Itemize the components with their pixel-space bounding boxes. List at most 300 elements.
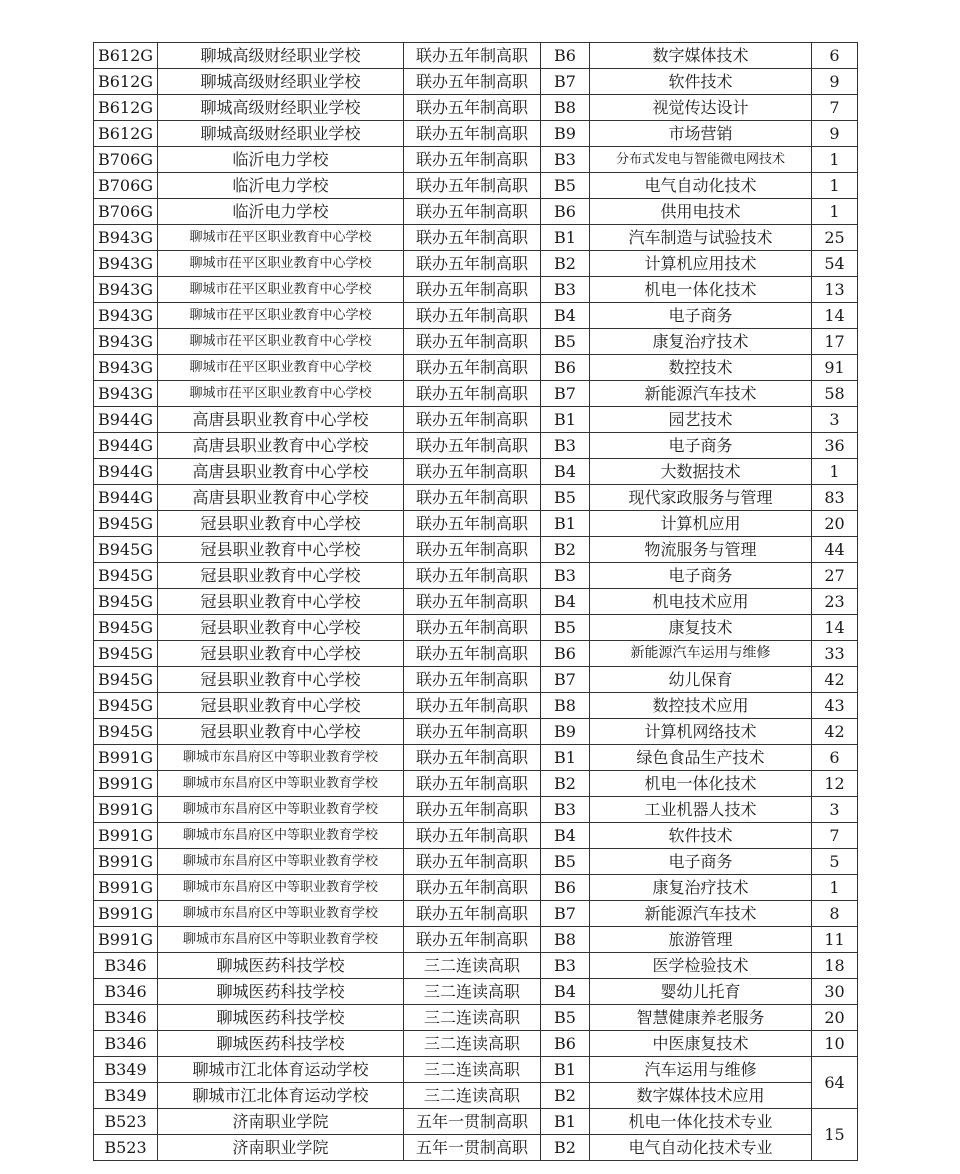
major-name-cell: 电子商务 <box>590 433 812 459</box>
school-code-cell: B945G <box>94 537 158 563</box>
major-name-cell: 计算机网络技术 <box>590 719 812 745</box>
quota-cell: 7 <box>812 95 858 121</box>
school-code-cell: B346 <box>94 1031 158 1057</box>
major-name-cell: 软件技术 <box>590 823 812 849</box>
table-row <box>94 277 858 303</box>
school-code-cell: B943G <box>94 329 158 355</box>
quota-cell: 43 <box>812 693 858 719</box>
major-name-cell: 数字媒体技术 <box>590 43 812 69</box>
major-code-cell: B4 <box>541 589 590 615</box>
major-code-cell: B7 <box>541 901 590 927</box>
quota-cell: 42 <box>812 667 858 693</box>
school-name-cell: 高唐县职业教育中心学校 <box>158 459 404 485</box>
quota-cell: 8 <box>812 901 858 927</box>
table-row <box>94 563 858 589</box>
quota-cell: 20 <box>812 511 858 537</box>
quota-cell: 44 <box>812 537 858 563</box>
major-name-cell: 软件技术 <box>590 69 812 95</box>
major-name-cell: 汽车制造与试验技术 <box>590 225 812 251</box>
table-row <box>94 1083 858 1109</box>
table-row <box>94 693 858 719</box>
major-name-cell: 工业机器人技术 <box>590 797 812 823</box>
major-name-cell: 新能源汽车技术 <box>590 381 812 407</box>
school-name-cell: 聊城医药科技学校 <box>158 953 404 979</box>
school-code-cell: B943G <box>94 225 158 251</box>
school-code-cell: B945G <box>94 511 158 537</box>
table-row <box>94 1005 858 1031</box>
program-type-cell: 三二连读高职 <box>404 979 541 1005</box>
quota-cell: 3 <box>812 407 858 433</box>
school-code-cell: B523 <box>94 1135 158 1161</box>
table-row <box>94 823 858 849</box>
major-name-cell: 中医康复技术 <box>590 1031 812 1057</box>
school-code-cell: B991G <box>94 771 158 797</box>
school-code-cell: B991G <box>94 797 158 823</box>
quota-cell: 7 <box>812 823 858 849</box>
program-type-cell: 联办五年制高职 <box>404 407 541 433</box>
table-row <box>94 147 858 173</box>
program-type-cell: 三二连读高职 <box>404 1031 541 1057</box>
school-code-cell: B945G <box>94 667 158 693</box>
school-name-cell: 聊城市东昌府区中等职业教育学校 <box>158 823 404 849</box>
program-type-cell: 联办五年制高职 <box>404 225 541 251</box>
school-name-cell: 高唐县职业教育中心学校 <box>158 485 404 511</box>
school-code-cell: B945G <box>94 563 158 589</box>
major-code-cell: B6 <box>541 355 590 381</box>
school-name-cell: 聊城高级财经职业学校 <box>158 69 404 95</box>
school-code-cell: B945G <box>94 589 158 615</box>
major-code-cell: B3 <box>541 563 590 589</box>
major-code-cell: B6 <box>541 199 590 225</box>
table-row <box>94 641 858 667</box>
program-type-cell: 联办五年制高职 <box>404 485 541 511</box>
school-code-cell: B943G <box>94 355 158 381</box>
quota-cell: 5 <box>812 849 858 875</box>
school-name-cell: 冠县职业教育中心学校 <box>158 641 404 667</box>
quota-cell: 30 <box>812 979 858 1005</box>
school-name-cell: 冠县职业教育中心学校 <box>158 563 404 589</box>
school-name-cell: 聊城市东昌府区中等职业教育学校 <box>158 797 404 823</box>
school-code-cell: B346 <box>94 979 158 1005</box>
major-code-cell: B5 <box>541 173 590 199</box>
major-code-cell: B2 <box>541 251 590 277</box>
quota-cell: 1 <box>812 875 858 901</box>
program-type-cell: 联办五年制高职 <box>404 199 541 225</box>
school-name-cell: 聊城市茌平区职业教育中心学校 <box>158 381 404 407</box>
table-row <box>94 199 858 225</box>
school-code-cell: B945G <box>94 693 158 719</box>
program-type-cell: 五年一贯制高职 <box>404 1135 541 1161</box>
school-code-cell: B346 <box>94 953 158 979</box>
program-type-cell: 联办五年制高职 <box>404 641 541 667</box>
school-code-cell: B943G <box>94 251 158 277</box>
table-row <box>94 173 858 199</box>
major-code-cell: B3 <box>541 433 590 459</box>
major-name-cell: 数字媒体技术应用 <box>590 1083 812 1109</box>
school-code-cell: B612G <box>94 43 158 69</box>
school-name-cell: 济南职业学院 <box>158 1135 404 1161</box>
table-row <box>94 433 858 459</box>
table-row <box>94 381 858 407</box>
major-name-cell: 绿色食品生产技术 <box>590 745 812 771</box>
program-type-cell: 联办五年制高职 <box>404 43 541 69</box>
quota-cell: 6 <box>812 745 858 771</box>
major-code-cell: B2 <box>541 771 590 797</box>
school-name-cell: 临沂电力学校 <box>158 173 404 199</box>
program-type-cell: 联办五年制高职 <box>404 823 541 849</box>
school-code-cell: B945G <box>94 615 158 641</box>
major-code-cell: B1 <box>541 1109 590 1135</box>
quota-cell: 15 <box>812 1109 858 1161</box>
major-code-cell: B8 <box>541 927 590 953</box>
major-name-cell: 康复技术 <box>590 615 812 641</box>
school-name-cell: 冠县职业教育中心学校 <box>158 537 404 563</box>
school-name-cell: 聊城市东昌府区中等职业教育学校 <box>158 901 404 927</box>
major-name-cell: 康复治疗技术 <box>590 329 812 355</box>
table-row <box>94 771 858 797</box>
program-type-cell: 联办五年制高职 <box>404 511 541 537</box>
program-type-cell: 联办五年制高职 <box>404 121 541 147</box>
school-code-cell: B706G <box>94 147 158 173</box>
program-type-cell: 联办五年制高职 <box>404 849 541 875</box>
school-name-cell: 聊城市东昌府区中等职业教育学校 <box>158 849 404 875</box>
program-type-cell: 联办五年制高职 <box>404 875 541 901</box>
table-row <box>94 459 858 485</box>
quota-cell: 13 <box>812 277 858 303</box>
table-row <box>94 849 858 875</box>
school-code-cell: B349 <box>94 1057 158 1083</box>
program-type-cell: 联办五年制高职 <box>404 667 541 693</box>
school-code-cell: B943G <box>94 303 158 329</box>
quota-cell: 64 <box>812 1057 858 1109</box>
program-type-cell: 联办五年制高职 <box>404 147 541 173</box>
school-name-cell: 聊城市东昌府区中等职业教育学校 <box>158 875 404 901</box>
program-type-cell: 五年一贯制高职 <box>404 1109 541 1135</box>
table-row <box>94 43 858 69</box>
program-type-cell: 联办五年制高职 <box>404 251 541 277</box>
quota-cell: 91 <box>812 355 858 381</box>
major-name-cell: 计算机应用技术 <box>590 251 812 277</box>
school-code-cell: B349 <box>94 1083 158 1109</box>
quota-cell: 1 <box>812 173 858 199</box>
table-row <box>94 901 858 927</box>
major-name-cell: 园艺技术 <box>590 407 812 433</box>
quota-cell: 1 <box>812 199 858 225</box>
major-code-cell: B3 <box>541 147 590 173</box>
major-name-cell: 供用电技术 <box>590 199 812 225</box>
program-type-cell: 联办五年制高职 <box>404 69 541 95</box>
major-name-cell: 现代家政服务与管理 <box>590 485 812 511</box>
table-row <box>94 745 858 771</box>
school-name-cell: 聊城高级财经职业学校 <box>158 121 404 147</box>
table-row <box>94 511 858 537</box>
table-row <box>94 407 858 433</box>
school-name-cell: 聊城市茌平区职业教育中心学校 <box>158 277 404 303</box>
major-code-cell: B6 <box>541 43 590 69</box>
major-name-cell: 婴幼儿托育 <box>590 979 812 1005</box>
school-name-cell: 聊城医药科技学校 <box>158 979 404 1005</box>
quota-cell: 20 <box>812 1005 858 1031</box>
school-code-cell: B943G <box>94 277 158 303</box>
table-row <box>94 303 858 329</box>
school-name-cell: 高唐县职业教育中心学校 <box>158 433 404 459</box>
school-code-cell: B944G <box>94 433 158 459</box>
table-row <box>94 225 858 251</box>
table-row <box>94 875 858 901</box>
school-code-cell: B991G <box>94 823 158 849</box>
school-name-cell: 冠县职业教育中心学校 <box>158 511 404 537</box>
program-type-cell: 三二连读高职 <box>404 1005 541 1031</box>
program-type-cell: 联办五年制高职 <box>404 95 541 121</box>
major-name-cell: 汽车运用与维修 <box>590 1057 812 1083</box>
school-code-cell: B991G <box>94 849 158 875</box>
school-code-cell: B612G <box>94 121 158 147</box>
school-code-cell: B523 <box>94 1109 158 1135</box>
school-name-cell: 聊城市茌平区职业教育中心学校 <box>158 355 404 381</box>
program-type-cell: 联办五年制高职 <box>404 381 541 407</box>
school-name-cell: 聊城市江北体育运动学校 <box>158 1057 404 1083</box>
major-code-cell: B4 <box>541 979 590 1005</box>
school-name-cell: 临沂电力学校 <box>158 147 404 173</box>
table-row <box>94 667 858 693</box>
school-code-cell: B945G <box>94 641 158 667</box>
major-code-cell: B5 <box>541 615 590 641</box>
major-name-cell: 计算机应用 <box>590 511 812 537</box>
school-name-cell: 聊城医药科技学校 <box>158 1005 404 1031</box>
major-name-cell: 物流服务与管理 <box>590 537 812 563</box>
program-type-cell: 联办五年制高职 <box>404 277 541 303</box>
program-type-cell: 联办五年制高职 <box>404 563 541 589</box>
school-name-cell: 冠县职业教育中心学校 <box>158 667 404 693</box>
program-type-cell: 联办五年制高职 <box>404 615 541 641</box>
school-name-cell: 聊城市茌平区职业教育中心学校 <box>158 303 404 329</box>
school-name-cell: 聊城市东昌府区中等职业教育学校 <box>158 771 404 797</box>
program-type-cell: 三二连读高职 <box>404 953 541 979</box>
table-row <box>94 927 858 953</box>
school-code-cell: B944G <box>94 459 158 485</box>
program-type-cell: 联办五年制高职 <box>404 745 541 771</box>
major-code-cell: B1 <box>541 225 590 251</box>
quota-cell: 17 <box>812 329 858 355</box>
major-code-cell: B5 <box>541 329 590 355</box>
school-code-cell: B944G <box>94 485 158 511</box>
major-code-cell: B5 <box>541 1005 590 1031</box>
program-type-cell: 联办五年制高职 <box>404 771 541 797</box>
quota-cell: 14 <box>812 303 858 329</box>
quota-cell: 11 <box>812 927 858 953</box>
table-row <box>94 355 858 381</box>
quota-cell: 18 <box>812 953 858 979</box>
major-name-cell: 市场营销 <box>590 121 812 147</box>
school-name-cell: 聊城高级财经职业学校 <box>158 95 404 121</box>
quota-cell: 42 <box>812 719 858 745</box>
school-name-cell: 冠县职业教育中心学校 <box>158 589 404 615</box>
program-type-cell: 三二连读高职 <box>404 1057 541 1083</box>
table-row <box>94 121 858 147</box>
major-name-cell: 数控技术 <box>590 355 812 381</box>
major-code-cell: B4 <box>541 823 590 849</box>
school-name-cell: 聊城市东昌府区中等职业教育学校 <box>158 927 404 953</box>
major-name-cell: 数控技术应用 <box>590 693 812 719</box>
school-code-cell: B346 <box>94 1005 158 1031</box>
program-type-cell: 联办五年制高职 <box>404 719 541 745</box>
school-name-cell: 聊城市茌平区职业教育中心学校 <box>158 251 404 277</box>
major-name-cell: 康复治疗技术 <box>590 875 812 901</box>
table-row <box>94 615 858 641</box>
quota-cell: 1 <box>812 147 858 173</box>
program-type-cell: 联办五年制高职 <box>404 173 541 199</box>
major-name-cell: 分布式发电与智能微电网技术 <box>590 147 812 173</box>
school-code-cell: B991G <box>94 927 158 953</box>
major-name-cell: 智慧健康养老服务 <box>590 1005 812 1031</box>
quota-cell: 9 <box>812 69 858 95</box>
major-code-cell: B9 <box>541 719 590 745</box>
program-type-cell: 三二连读高职 <box>404 1083 541 1109</box>
program-type-cell: 联办五年制高职 <box>404 303 541 329</box>
school-code-cell: B945G <box>94 719 158 745</box>
major-name-cell: 机电一体化技术专业 <box>590 1109 812 1135</box>
major-code-cell: B3 <box>541 953 590 979</box>
table-row <box>94 1057 858 1083</box>
major-name-cell: 新能源汽车运用与维修 <box>590 641 812 667</box>
school-name-cell: 聊城市茌平区职业教育中心学校 <box>158 225 404 251</box>
table-row <box>94 953 858 979</box>
table-row <box>94 1135 858 1161</box>
table-row <box>94 537 858 563</box>
major-name-cell: 新能源汽车技术 <box>590 901 812 927</box>
program-type-cell: 联办五年制高职 <box>404 329 541 355</box>
table-row <box>94 95 858 121</box>
school-code-cell: B706G <box>94 173 158 199</box>
school-name-cell: 济南职业学院 <box>158 1109 404 1135</box>
major-code-cell: B2 <box>541 1135 590 1161</box>
major-code-cell: B6 <box>541 1031 590 1057</box>
quota-cell: 10 <box>812 1031 858 1057</box>
major-code-cell: B7 <box>541 69 590 95</box>
table-row <box>94 1031 858 1057</box>
major-name-cell: 电子商务 <box>590 849 812 875</box>
table-body <box>94 43 858 1161</box>
quota-cell: 54 <box>812 251 858 277</box>
table-row <box>94 719 858 745</box>
table-row <box>94 485 858 511</box>
major-name-cell: 机电一体化技术 <box>590 277 812 303</box>
major-name-cell: 旅游管理 <box>590 927 812 953</box>
table-row <box>94 979 858 1005</box>
quota-cell: 6 <box>812 43 858 69</box>
program-type-cell: 联办五年制高职 <box>404 459 541 485</box>
school-name-cell: 冠县职业教育中心学校 <box>158 719 404 745</box>
quota-cell: 23 <box>812 589 858 615</box>
school-code-cell: B991G <box>94 901 158 927</box>
major-code-cell: B6 <box>541 641 590 667</box>
school-name-cell: 聊城医药科技学校 <box>158 1031 404 1057</box>
major-name-cell: 幼儿保育 <box>590 667 812 693</box>
major-code-cell: B7 <box>541 667 590 693</box>
major-name-cell: 电子商务 <box>590 563 812 589</box>
major-code-cell: B1 <box>541 1057 590 1083</box>
quota-cell: 25 <box>812 225 858 251</box>
major-code-cell: B5 <box>541 485 590 511</box>
major-name-cell: 机电技术应用 <box>590 589 812 615</box>
major-code-cell: B5 <box>541 849 590 875</box>
school-name-cell: 临沂电力学校 <box>158 199 404 225</box>
major-name-cell: 视觉传达设计 <box>590 95 812 121</box>
major-name-cell: 电气自动化技术 <box>590 173 812 199</box>
major-code-cell: B9 <box>541 121 590 147</box>
quota-cell: 14 <box>812 615 858 641</box>
table-row <box>94 251 858 277</box>
table-row <box>94 69 858 95</box>
school-name-cell: 聊城市茌平区职业教育中心学校 <box>158 329 404 355</box>
quota-cell: 12 <box>812 771 858 797</box>
major-name-cell: 大数据技术 <box>590 459 812 485</box>
program-type-cell: 联办五年制高职 <box>404 927 541 953</box>
school-code-cell: B991G <box>94 875 158 901</box>
major-code-cell: B3 <box>541 797 590 823</box>
table-row <box>94 1109 858 1135</box>
major-code-cell: B2 <box>541 1083 590 1109</box>
school-name-cell: 聊城市东昌府区中等职业教育学校 <box>158 745 404 771</box>
major-code-cell: B2 <box>541 537 590 563</box>
major-name-cell: 医学检验技术 <box>590 953 812 979</box>
school-code-cell: B991G <box>94 745 158 771</box>
school-code-cell: B706G <box>94 199 158 225</box>
quota-cell: 33 <box>812 641 858 667</box>
program-type-cell: 联办五年制高职 <box>404 797 541 823</box>
school-name-cell: 冠县职业教育中心学校 <box>158 615 404 641</box>
major-code-cell: B3 <box>541 277 590 303</box>
major-code-cell: B6 <box>541 875 590 901</box>
program-type-cell: 联办五年制高职 <box>404 537 541 563</box>
school-name-cell: 高唐县职业教育中心学校 <box>158 407 404 433</box>
major-code-cell: B1 <box>541 407 590 433</box>
school-name-cell: 冠县职业教育中心学校 <box>158 693 404 719</box>
school-code-cell: B944G <box>94 407 158 433</box>
major-code-cell: B1 <box>541 745 590 771</box>
school-code-cell: B943G <box>94 381 158 407</box>
quota-cell: 36 <box>812 433 858 459</box>
major-code-cell: B8 <box>541 95 590 121</box>
major-code-cell: B4 <box>541 303 590 329</box>
program-type-cell: 联办五年制高职 <box>404 433 541 459</box>
program-type-cell: 联办五年制高职 <box>404 901 541 927</box>
quota-cell: 83 <box>812 485 858 511</box>
enrollment-table <box>93 42 858 1161</box>
major-name-cell: 机电一体化技术 <box>590 771 812 797</box>
major-name-cell: 电子商务 <box>590 303 812 329</box>
quota-cell: 9 <box>812 121 858 147</box>
school-name-cell: 聊城市江北体育运动学校 <box>158 1083 404 1109</box>
school-code-cell: B612G <box>94 95 158 121</box>
major-code-cell: B8 <box>541 693 590 719</box>
program-type-cell: 联办五年制高职 <box>404 589 541 615</box>
major-code-cell: B4 <box>541 459 590 485</box>
major-code-cell: B7 <box>541 381 590 407</box>
school-code-cell: B612G <box>94 69 158 95</box>
table-row <box>94 589 858 615</box>
program-type-cell: 联办五年制高职 <box>404 355 541 381</box>
table-row <box>94 329 858 355</box>
quota-cell: 1 <box>812 459 858 485</box>
quota-cell: 3 <box>812 797 858 823</box>
table-row <box>94 797 858 823</box>
major-name-cell: 电气自动化技术专业 <box>590 1135 812 1161</box>
quota-cell: 27 <box>812 563 858 589</box>
quota-cell: 58 <box>812 381 858 407</box>
school-name-cell: 聊城高级财经职业学校 <box>158 43 404 69</box>
program-type-cell: 联办五年制高职 <box>404 693 541 719</box>
